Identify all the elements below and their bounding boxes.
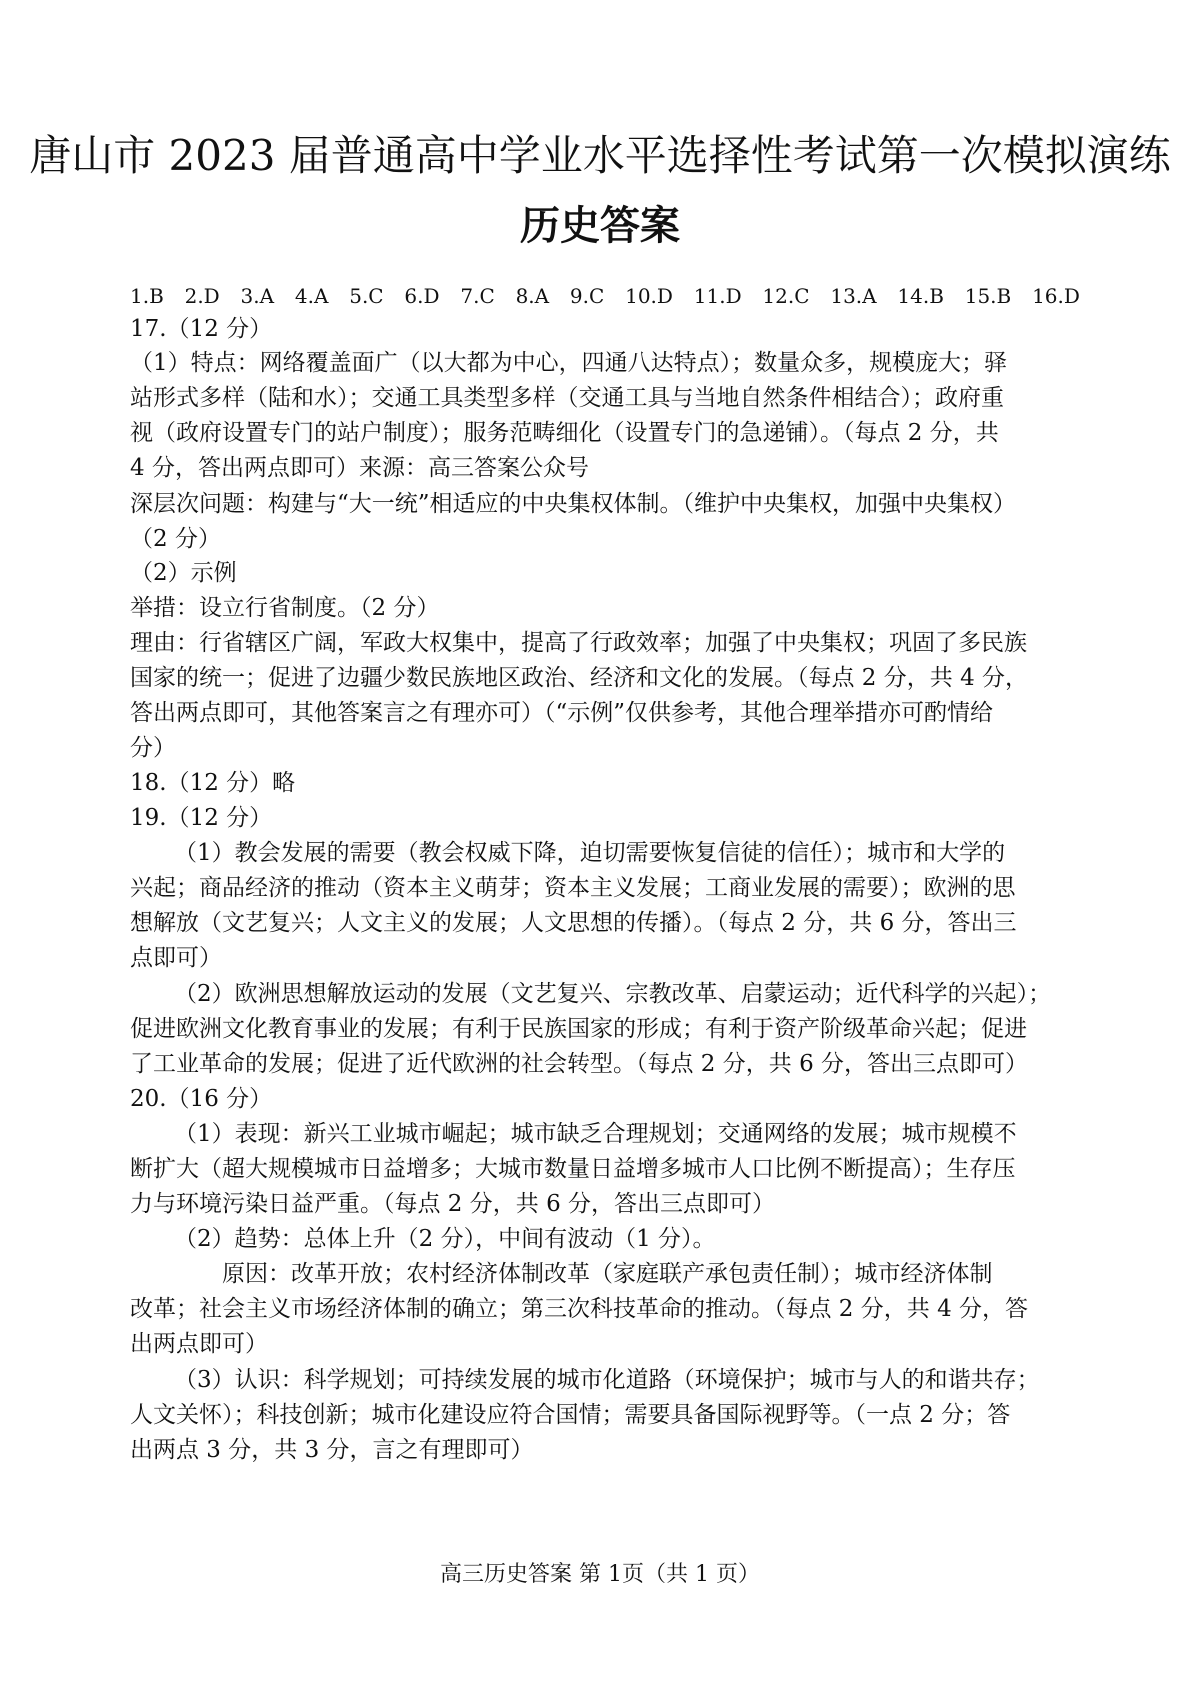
answer-line: 分） xyxy=(130,735,176,761)
mc-answer: 10.D xyxy=(625,284,673,308)
answer-line: 出两点 3 分，共 3 分，言之有理即可） xyxy=(130,1437,534,1463)
mc-answer: 16.D xyxy=(1032,284,1080,308)
answer-line: （2 分） xyxy=(130,526,221,552)
answer-line: 举措：设立行省制度。（2 分） xyxy=(130,595,440,621)
answer-line: 想解放（文艺复兴；人文主义的发展；人文思想的传播）。（每点 2 分，共 6 分，答出三 xyxy=(130,910,1017,936)
page-footer: 高三历史答案 第 1页（共 1 页） xyxy=(440,1562,760,1587)
answer-line: 20.（16 分） xyxy=(130,1086,273,1112)
document-title: 唐山市 2023 届普通高中学业水平选择性考试第一次模拟演练 xyxy=(29,131,1171,180)
answer-line: 了工业革命的发展；促进了近代欧洲的社会转型。（每点 2 分，共 6 分，答出三点即可） xyxy=(130,1051,1029,1077)
mc-answer: 5.C xyxy=(349,284,384,308)
answer-line: 理由：行省辖区广阔，军政大权集中，提高了行政效率；加强了中央集权；巩固了多民族 xyxy=(130,630,1027,656)
answer-line: 原因：改革开放；农村经济体制改革（家庭联产承包责任制）；城市经济体制 xyxy=(222,1261,993,1287)
mc-answer: 4.A xyxy=(294,284,329,308)
answer-line: 站形式多样（陆和水）；交通工具类型多样（交通工具与当地自然条件相结合）；政府重 xyxy=(130,385,1004,411)
answer-line: 力与环境污染日益严重。（每点 2 分，共 6 分，答出三点即可） xyxy=(130,1191,776,1217)
answer-line: 视（政府设置专门的站户制度）；服务范畴细化（设置专门的急递铺）。（每点 2 分，共 xyxy=(130,420,999,446)
mc-answer: 9.C xyxy=(569,284,605,308)
answer-line: 18.（12 分）略 xyxy=(130,770,296,796)
mc-answer: 2.D xyxy=(184,284,220,308)
mc-answer: 11.D xyxy=(693,284,742,308)
answer-line: 19.（12 分） xyxy=(130,805,273,831)
mc-answer: 13.A xyxy=(830,284,877,308)
answer-line: 人文关怀）；科技创新；城市化建设应符合国情；需要具备国际视野等。（一点 2 分；答 xyxy=(130,1402,1011,1428)
answer-line: 出两点即可） xyxy=(130,1331,268,1357)
answer-line: 深层次问题：构建与“大一统”相适应的中央集权体制。（维护中央集权，加强中央集权） xyxy=(130,491,1017,517)
answer-line: 促进欧洲文化教育事业的发展；有利于民族国家的形成；有利于资产阶级革命兴起；促进 xyxy=(130,1016,1027,1042)
answer-line: （1）表现：新兴工业城市崛起；城市缺乏合理规划；交通网络的发展；城市规模不 xyxy=(174,1121,1017,1147)
multiple-choice-answers xyxy=(130,280,1080,312)
answer-line: （2）示例 xyxy=(130,560,237,586)
mc-answer: 6.D xyxy=(404,284,440,308)
answer-line: 4 分，答出两点即可）来源：高三答案公众号 xyxy=(130,455,589,481)
mc-answer: 12.C xyxy=(762,284,810,308)
answer-line: 答出两点即可，其他答案言之有理亦可）（“示例”仅供参考，其他合理举措亦可酌情给 xyxy=(130,700,994,726)
mc-answer: 8.A xyxy=(515,284,550,308)
answer-line: （2）趋势：总体上升（2 分），中间有波动（1 分）。 xyxy=(174,1226,716,1252)
answer-line: 国家的统一；促进了边疆少数民族地区政治、经济和文化的发展。（每点 2 分，共 4 分， xyxy=(130,665,1029,691)
answer-line: （1）教会发展的需要（教会权威下降，迫切需要恢复信徒的信任）；城市和大学的 xyxy=(174,840,1006,866)
mc-answer: 7.C xyxy=(460,284,495,308)
mc-answer: 15.B xyxy=(964,284,1012,308)
mc-answer: 14.B xyxy=(897,284,944,308)
answer-line: （1）特点：网络覆盖面广（以大都为中心，四通八达特点）；数量众多，规模庞大；驿 xyxy=(130,350,1008,376)
answer-line: （2）欧洲思想解放运动的发展（文艺复兴、宗教改革、启蒙运动；近代科学的兴起）； xyxy=(174,981,1052,1007)
document-subtitle: 历史答案 xyxy=(520,202,680,249)
mc-answer: 1.B xyxy=(130,284,164,308)
answer-line: 17.（12 分） xyxy=(130,316,273,342)
answer-line: 改革；社会主义市场经济体制的确立；第三次科技革命的推动。（每点 2 分，共 4 分，答 xyxy=(130,1296,1029,1322)
mc-answer: 3.A xyxy=(240,284,275,308)
answer-line: 兴起；商品经济的推动（资本主义萌芽；资本主义发展；工商业发展的需要）；欧洲的思 xyxy=(130,875,1016,901)
answer-line: 断扩大（超大规模城市日益增多；大城市数量日益增多城市人口比例不断提高）；生存压 xyxy=(130,1156,1016,1182)
answer-line: （3）认识：科学规划；可持续发展的城市化道路（环境保护；城市与人的和谐共存； xyxy=(174,1367,1040,1393)
answer-line: 点即可） xyxy=(130,945,222,971)
